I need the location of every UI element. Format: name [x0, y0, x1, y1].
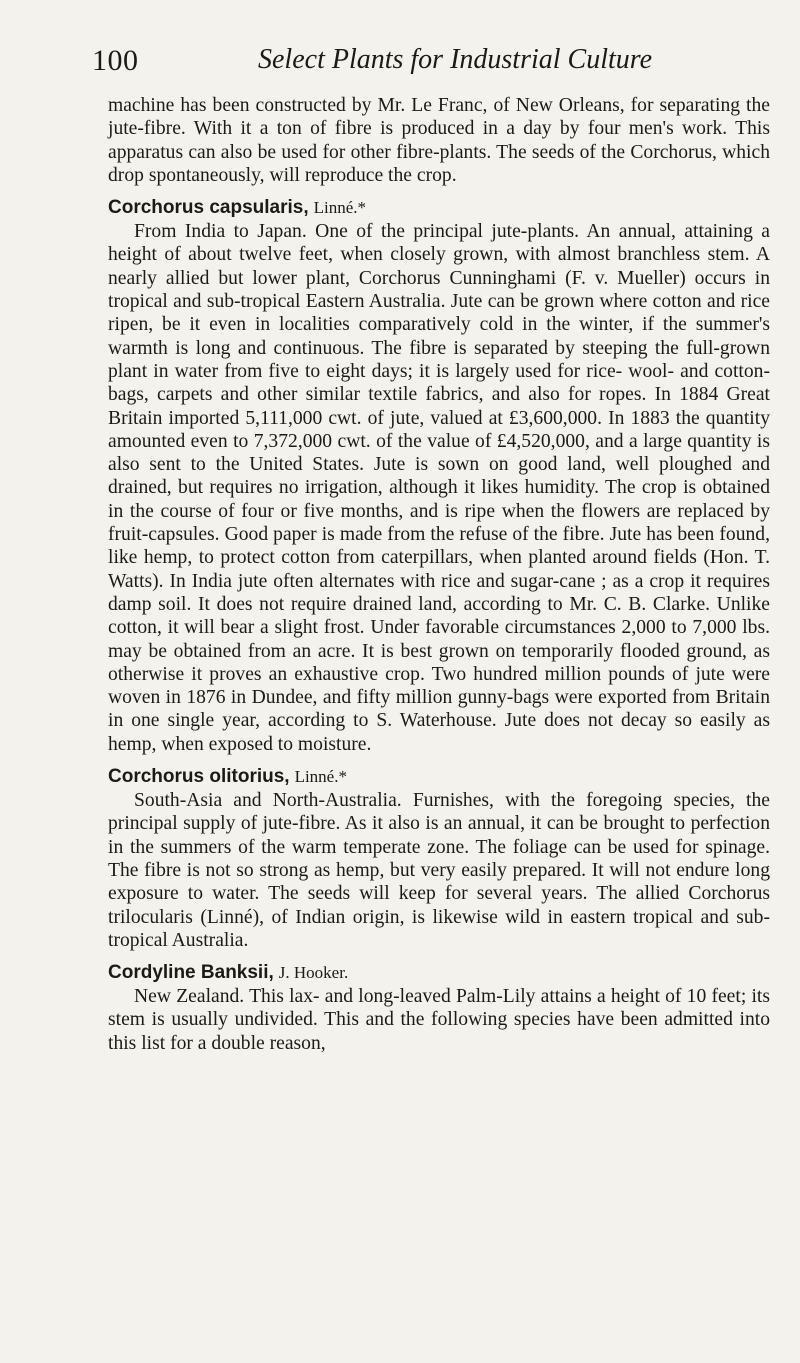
entry-heading-corchorus-olitorius	[108, 764, 770, 789]
species-name: Corchorus capsularis,	[108, 197, 309, 219]
running-head: Select Plants for Industrial Culture	[258, 44, 653, 75]
species-authority: Linné.*	[313, 198, 367, 218]
entry-heading-corchorus-capsularis	[108, 195, 770, 220]
body-text	[108, 94, 770, 1055]
species-name: Corchorus olitorius,	[108, 766, 290, 788]
paragraph-cordyline-banksii: New Zealand. This lax- and long-leaved Palm-Lily attains a height of 10 feet; its stem is usually undivided. This and the following species have been admitted into this list for a double reason,	[108, 986, 770, 1054]
species-name: Cordyline Banksii,	[108, 962, 274, 984]
page-number: 100	[92, 44, 139, 77]
paragraph-corchorus-capsularis: From India to Japan. One of the principal jute-plants. An annual, attaining a height of about twelve feet, when closely grown, with almost branchless stem. A nearly allied but lower plant, Corchorus Cunninghami (F. v. Mueller) occurs in tropical and sub-tropical Eastern Australia. Jute can be grown where cotton and rice ripen, be it even in localities comparatively cold in the winter, if the summer's warmth is long and continuous. The fibre is separated by steeping the full-grown plant in water from five to eight days; it is largely used for rice- wool- and cotton-bags, carpets and other similar textile fabrics, and also for ropes. In 1884 Great Britain imported 5,111,000 cwt. of jute, valued at £3,600,000. In 1883 the quantity amounted even to 7,372,000 cwt. of the value of £4,520,000, and a large quantity is also sent to the United States. Jute is sown on good land, well ploughed and drained, but requires no irrigation, although it likes humidity. The crop is obtained in the course of four or five months, and is ripe when the flowers are replaced by fruit-capsules. Good paper is made from the refuse of the fibre. Jute has been found, like hemp, to protect cotton from caterpillars, when planted around fields (Hon. T. Watts). In India jute often alternates with rice and sugar-cane ; as a crop it requires damp soil. It does not require drained land, according to Mr. C. B. Clarke. Unlike cotton, it will bear a slight frost. Under favorable circumstances 2,000 to 7,000 lbs. may be obtained from an acre. It is best grown on temporarily flooded ground, as otherwise it proves an exhaustive crop. Two hundred million pounds of jute were woven in 1876 in Dundee, and fifty million gunny-bags were exported from Britain in one single year, according to S. Waterhouse. Jute does not decay so easily as hemp, when exposed to moisture.	[108, 221, 770, 755]
paragraph-continuation: machine has been constructed by Mr. Le Franc, of New Orleans, for separating the jute-fibre. With it a ton of fibre is produced in a day by four men's work. This apparatus can also be used for other fibre-plants. The seeds of the Corchorus, which drop spontaneously, will reproduce the crop.	[108, 95, 770, 186]
page-header	[92, 44, 752, 84]
paragraph-corchorus-olitorius: South-Asia and North-Australia. Furnishes, with the foregoing species, the principal supply of jute-fibre. As it also is an annual, it can be brought to perfection in the summers of the warm temperate zone. The foliage can be used for spinage. The fibre is not so strong as hemp, but very easily prepared. It will not endure long exposure to water. The seeds will keep for several years. The allied Corchorus trilocularis (Linné), of Indian origin, is likewise wild in eastern tropical and sub-tropical Australia.	[108, 790, 770, 951]
species-authority: J. Hooker.	[278, 963, 349, 983]
species-authority: Linné.*	[294, 767, 347, 787]
entry-heading-cordyline-banksii	[108, 960, 770, 985]
